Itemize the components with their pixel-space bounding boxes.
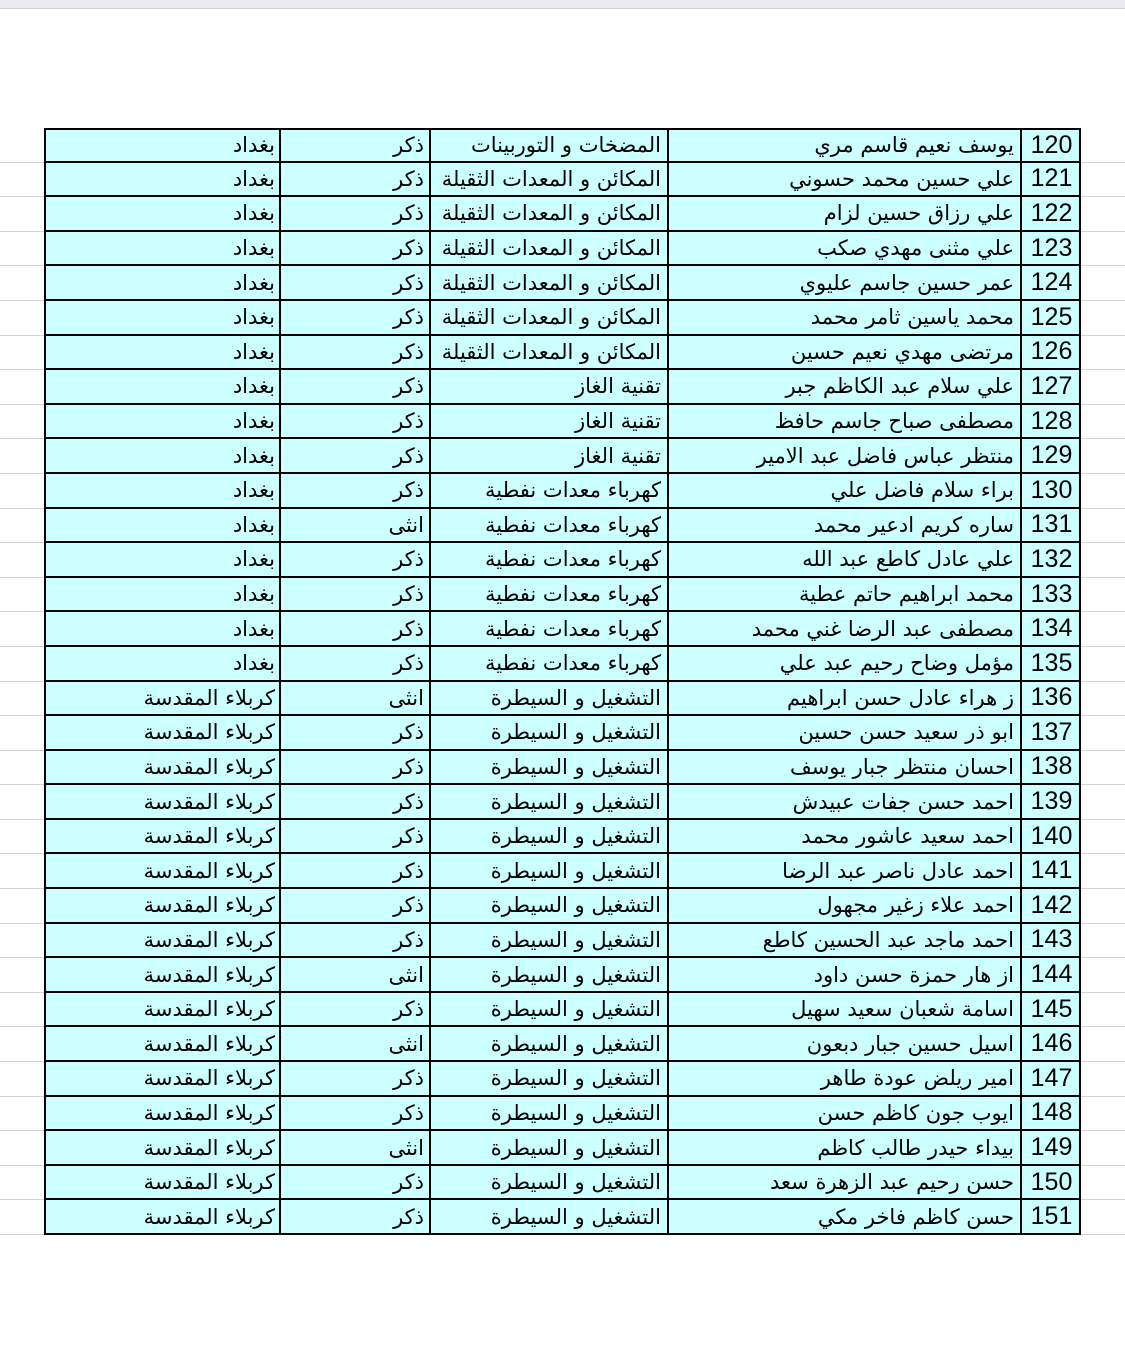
name-cell[interactable]: ساره كريم ادعير محمد <box>669 509 1022 542</box>
row-number-cell[interactable]: 135 <box>1030 648 1073 677</box>
row-cells <box>44 439 1081 474</box>
name-cell[interactable]: احمد علاء زغير مجهول <box>669 889 1022 922</box>
row-number-cell[interactable]: 149 <box>1030 1133 1073 1162</box>
city-cell[interactable]: بغداد <box>46 543 281 576</box>
gender-cell[interactable]: انثى <box>281 682 431 715</box>
city-cell[interactable]: بغداد <box>46 578 281 611</box>
row-cells <box>44 128 1081 163</box>
table-row <box>0 924 1125 959</box>
city-cell[interactable]: كربلاء المقدسة <box>46 993 281 1026</box>
row-cells <box>44 266 1081 301</box>
city-cell[interactable]: كربلاء المقدسة <box>46 1027 281 1060</box>
row-cells <box>44 958 1081 993</box>
name-cell[interactable]: احسان منتظر جبار يوسف <box>669 751 1022 784</box>
row-number-cell[interactable]: 128 <box>1030 406 1073 435</box>
name-cell[interactable]: علي حسين محمد حسوني <box>669 163 1022 196</box>
row-number-cell[interactable]: 150 <box>1030 1167 1073 1196</box>
name-cell[interactable]: منتظر عباس فاضل عبد الامير <box>669 439 1022 472</box>
city-cell[interactable]: كربلاء المقدسة <box>46 1131 281 1164</box>
department-cell[interactable]: تقنية الغاز <box>431 370 669 403</box>
city-cell[interactable]: كربلاء المقدسة <box>46 1062 281 1095</box>
gender-cell[interactable]: ذكر <box>281 1200 431 1233</box>
city-cell[interactable]: بغداد <box>46 232 281 265</box>
name-cell[interactable]: حسن رحيم عبد الزهرة سعد <box>669 1166 1022 1199</box>
name-cell[interactable]: علي مثنى مهدي صكب <box>669 232 1022 265</box>
row-number-cell[interactable]: 130 <box>1030 475 1073 504</box>
department-cell[interactable]: التشغيل و السيطرة <box>431 1131 669 1164</box>
department-cell[interactable]: المضخات و التوربينات <box>431 130 669 161</box>
gender-cell[interactable]: ذكر <box>281 751 431 784</box>
table-row <box>0 854 1125 889</box>
gender-cell[interactable]: ذكر <box>281 924 431 957</box>
row-number-cell[interactable]: 123 <box>1030 233 1073 262</box>
gender-cell[interactable]: ذكر <box>281 474 431 507</box>
department-cell[interactable]: التشغيل و السيطرة <box>431 1062 669 1095</box>
gender-cell[interactable]: ذكر <box>281 370 431 403</box>
gender-cell[interactable]: ذكر <box>281 647 431 680</box>
row-number-cell[interactable]: 137 <box>1030 717 1073 746</box>
city-cell[interactable]: كربلاء المقدسة <box>46 1097 281 1130</box>
row-cells <box>44 785 1081 820</box>
table-row <box>0 405 1125 440</box>
row-cells <box>44 1200 1081 1235</box>
name-cell[interactable]: علي سلام عبد الكاظم جبر <box>669 370 1022 403</box>
row-cells <box>44 578 1081 613</box>
city-cell[interactable]: بغداد <box>46 612 281 645</box>
department-cell[interactable]: التشغيل و السيطرة <box>431 785 669 818</box>
table-row <box>0 716 1125 751</box>
department-cell[interactable]: المكائن و المعدات الثقيلة <box>431 197 669 230</box>
row-number-cell[interactable]: 132 <box>1030 544 1073 573</box>
name-cell[interactable]: عمر حسين جاسم عليوي <box>669 266 1022 299</box>
row-cells <box>44 405 1081 440</box>
row-number-cell[interactable]: 141 <box>1030 856 1073 885</box>
row-number-cell[interactable]: 142 <box>1030 890 1073 919</box>
table-row <box>0 232 1125 267</box>
table-row <box>0 820 1125 855</box>
city-cell[interactable]: كربلاء المقدسة <box>46 751 281 784</box>
table-row <box>0 266 1125 301</box>
city-cell[interactable]: كربلاء المقدسة <box>46 958 281 991</box>
department-cell[interactable]: التشغيل و السيطرة <box>431 1166 669 1199</box>
department-cell[interactable]: المكائن و المعدات الثقيلة <box>431 266 669 299</box>
row-cells <box>44 163 1081 198</box>
table-row <box>0 1200 1125 1235</box>
table-row <box>0 439 1125 474</box>
table-row <box>0 543 1125 578</box>
row-cells <box>44 716 1081 751</box>
row-cells <box>44 751 1081 786</box>
city-cell[interactable]: بغداد <box>46 301 281 334</box>
row-number-cell[interactable]: 138 <box>1030 752 1073 781</box>
name-cell[interactable]: احمد سعيد عاشور محمد <box>669 820 1022 853</box>
department-cell[interactable]: كهرباء معدات نفطية <box>431 647 669 680</box>
row-cells <box>44 682 1081 717</box>
gender-cell[interactable]: ذكر <box>281 716 431 749</box>
row-number-cell[interactable]: 120 <box>1030 130 1073 159</box>
table-row <box>0 647 1125 682</box>
row-number-cell[interactable]: 144 <box>1030 960 1073 989</box>
row-number-cell[interactable]: 125 <box>1030 302 1073 331</box>
department-cell[interactable]: التشغيل و السيطرة <box>431 1027 669 1060</box>
name-cell[interactable]: علي عادل كاطع عبد الله <box>669 543 1022 576</box>
row-cells <box>44 509 1081 544</box>
row-number-cell[interactable]: 147 <box>1030 1063 1073 1092</box>
name-cell[interactable]: مصطفى صباح جاسم حافظ <box>669 405 1022 438</box>
city-cell[interactable]: كربلاء المقدسة <box>46 924 281 957</box>
table-row <box>0 1027 1125 1062</box>
row-number-cell[interactable]: 133 <box>1030 579 1073 608</box>
table-row <box>0 128 1125 163</box>
gender-cell[interactable]: ذكر <box>281 993 431 1026</box>
row-cells <box>44 647 1081 682</box>
city-cell[interactable]: كربلاء المقدسة <box>46 854 281 887</box>
row-number-cell[interactable]: 129 <box>1030 441 1073 470</box>
name-cell[interactable]: بيداء حيدر طالب كاظم <box>669 1131 1022 1164</box>
name-cell[interactable]: حسن كاظم فاخر مكي <box>669 1200 1022 1233</box>
table-row <box>0 370 1125 405</box>
gender-cell[interactable]: ذكر <box>281 612 431 645</box>
row-cells <box>44 301 1081 336</box>
row-number-cell[interactable]: 148 <box>1030 1098 1073 1127</box>
row-cells <box>44 232 1081 267</box>
city-cell[interactable]: بغداد <box>46 266 281 299</box>
gender-cell[interactable]: ذكر <box>281 163 431 196</box>
gender-cell[interactable]: ذكر <box>281 336 431 369</box>
department-cell[interactable]: تقنية الغاز <box>431 405 669 438</box>
row-number-cell[interactable]: 124 <box>1030 268 1073 297</box>
city-cell[interactable]: بغداد <box>46 474 281 507</box>
name-cell[interactable]: مصطفى عبد الرضا غني محمد <box>669 612 1022 645</box>
row-cells <box>44 474 1081 509</box>
table-row <box>0 958 1125 993</box>
gender-cell[interactable]: ذكر <box>281 543 431 576</box>
name-cell[interactable]: احمد عادل ناصر عبد الرضا <box>669 854 1022 887</box>
city-cell[interactable]: بغداد <box>46 509 281 542</box>
department-cell[interactable]: كهرباء معدات نفطية <box>431 474 669 507</box>
row-cells <box>44 924 1081 959</box>
row-number-cell[interactable]: 146 <box>1030 1029 1073 1058</box>
city-cell[interactable]: كربلاء المقدسة <box>46 1200 281 1233</box>
table-row <box>0 301 1125 336</box>
department-cell[interactable]: المكائن و المعدات الثقيلة <box>431 301 669 334</box>
row-number-cell[interactable]: 136 <box>1030 683 1073 712</box>
table-row <box>0 993 1125 1028</box>
table-row <box>0 889 1125 924</box>
table-row <box>0 474 1125 509</box>
row-number-cell[interactable]: 127 <box>1030 371 1073 400</box>
row-number-cell[interactable]: 143 <box>1030 925 1073 954</box>
department-cell[interactable]: التشغيل و السيطرة <box>431 820 669 853</box>
name-cell[interactable]: علي رزاق حسين لزام <box>669 197 1022 230</box>
table-row <box>0 509 1125 544</box>
row-cells <box>44 1131 1081 1166</box>
city-cell[interactable]: بغداد <box>46 336 281 369</box>
gender-cell[interactable]: ذكر <box>281 1097 431 1130</box>
city-cell[interactable]: بغداد <box>46 163 281 196</box>
row-cells <box>44 1027 1081 1062</box>
name-cell[interactable]: مؤمل وضاح رحيم عبد علي <box>669 647 1022 680</box>
gender-cell[interactable]: ذكر <box>281 578 431 611</box>
department-cell[interactable]: التشغيل و السيطرة <box>431 1097 669 1130</box>
table-row <box>0 682 1125 717</box>
department-cell[interactable]: كهرباء معدات نفطية <box>431 543 669 576</box>
department-cell[interactable]: التشغيل و السيطرة <box>431 958 669 991</box>
department-cell[interactable]: المكائن و المعدات الثقيلة <box>431 336 669 369</box>
gender-cell[interactable]: ذكر <box>281 197 431 230</box>
row-number-cell[interactable]: 131 <box>1030 510 1073 539</box>
department-cell[interactable]: كهرباء معدات نفطية <box>431 578 669 611</box>
row-cells <box>44 889 1081 924</box>
table-row <box>0 336 1125 371</box>
table-row <box>0 1097 1125 1132</box>
city-cell[interactable]: كربلاء المقدسة <box>46 820 281 853</box>
city-cell[interactable]: كربلاء المقدسة <box>46 889 281 922</box>
gender-cell[interactable]: ذكر <box>281 854 431 887</box>
name-cell[interactable]: از هار حمزة حسن داود <box>669 958 1022 991</box>
name-cell[interactable]: احمد ماجد عبد الحسين كاطع <box>669 924 1022 957</box>
row-cells <box>44 1166 1081 1201</box>
name-cell[interactable]: ابو ذر سعيد حسن حسين <box>669 716 1022 749</box>
name-cell[interactable]: محمد ابراهيم حاتم عطية <box>669 578 1022 611</box>
gender-cell[interactable]: انثى <box>281 1131 431 1164</box>
row-cells <box>44 854 1081 889</box>
gender-cell[interactable]: انثى <box>281 509 431 542</box>
department-cell[interactable]: التشغيل و السيطرة <box>431 993 669 1026</box>
department-cell[interactable]: كهرباء معدات نفطية <box>431 612 669 645</box>
row-number-cell[interactable]: 122 <box>1030 198 1073 227</box>
row-number-cell[interactable]: 151 <box>1030 1202 1073 1231</box>
city-cell[interactable]: بغداد <box>46 647 281 680</box>
top-strip <box>0 0 1125 9</box>
table-row <box>0 751 1125 786</box>
gender-cell[interactable]: ذكر <box>281 889 431 922</box>
gender-cell[interactable]: ذكر <box>281 1062 431 1095</box>
gender-cell[interactable]: ذكر <box>281 266 431 299</box>
name-cell[interactable]: اسيل حسين جبار دبعون <box>669 1027 1022 1060</box>
table-row <box>0 578 1125 613</box>
table-row <box>0 163 1125 198</box>
data-table <box>0 128 1125 1235</box>
city-cell[interactable]: كربلاء المقدسة <box>46 716 281 749</box>
department-cell[interactable]: المكائن و المعدات الثقيلة <box>431 163 669 196</box>
gender-cell[interactable]: ذكر <box>281 1166 431 1199</box>
row-cells <box>44 336 1081 371</box>
table-row <box>0 1131 1125 1166</box>
name-cell[interactable]: يوسف نعيم قاسم مري <box>669 130 1022 161</box>
row-number-cell[interactable]: 134 <box>1030 614 1073 643</box>
city-cell[interactable]: بغداد <box>46 439 281 472</box>
city-cell[interactable]: بغداد <box>46 405 281 438</box>
city-cell[interactable]: بغداد <box>46 370 281 403</box>
name-cell[interactable]: ز هراء عادل حسن ابراهيم <box>669 682 1022 715</box>
row-cells <box>44 612 1081 647</box>
department-cell[interactable]: التشغيل و السيطرة <box>431 682 669 715</box>
row-cells <box>44 197 1081 232</box>
table-row <box>0 1062 1125 1097</box>
gender-cell[interactable]: ذكر <box>281 405 431 438</box>
city-cell[interactable]: بغداد <box>46 130 281 161</box>
city-cell[interactable]: كربلاء المقدسة <box>46 682 281 715</box>
gender-cell[interactable]: ذكر <box>281 130 431 161</box>
name-cell[interactable]: ايوب جون كاظم حسن <box>669 1097 1022 1130</box>
table-row <box>0 785 1125 820</box>
name-cell[interactable]: مرتضى مهدي نعيم حسين <box>669 336 1022 369</box>
gender-cell[interactable]: ذكر <box>281 232 431 265</box>
department-cell[interactable]: التشغيل و السيطرة <box>431 716 669 749</box>
city-cell[interactable]: كربلاء المقدسة <box>46 1166 281 1199</box>
name-cell[interactable]: اسامة شعبان سعيد سهيل <box>669 993 1022 1026</box>
row-cells <box>44 370 1081 405</box>
row-number-cell[interactable]: 140 <box>1030 821 1073 850</box>
row-cells <box>44 993 1081 1028</box>
gender-cell[interactable]: انثى <box>281 1027 431 1060</box>
row-cells <box>44 820 1081 855</box>
gender-cell[interactable]: ذكر <box>281 301 431 334</box>
row-number-cell[interactable]: 145 <box>1030 994 1073 1023</box>
name-cell[interactable]: محمد ياسين ثامر محمد <box>669 301 1022 334</box>
department-cell[interactable]: التشغيل و السيطرة <box>431 1200 669 1233</box>
department-cell[interactable]: التشغيل و السيطرة <box>431 924 669 957</box>
gender-cell[interactable]: ذكر <box>281 439 431 472</box>
department-cell[interactable]: المكائن و المعدات الثقيلة <box>431 232 669 265</box>
department-cell[interactable]: كهرباء معدات نفطية <box>431 509 669 542</box>
name-cell[interactable]: براء سلام فاضل علي <box>669 474 1022 507</box>
table-row <box>0 197 1125 232</box>
row-number-cell[interactable]: 126 <box>1030 337 1073 366</box>
department-cell[interactable]: تقنية الغاز <box>431 439 669 472</box>
gender-cell[interactable]: ذكر <box>281 820 431 853</box>
name-cell[interactable]: امير ريلض عودة طاهر <box>669 1062 1022 1095</box>
row-cells <box>44 543 1081 578</box>
row-number-cell[interactable]: 139 <box>1030 787 1073 816</box>
city-cell[interactable]: بغداد <box>46 197 281 230</box>
row-number-cell[interactable]: 121 <box>1030 164 1073 193</box>
row-cells <box>44 1097 1081 1132</box>
department-cell[interactable]: التشغيل و السيطرة <box>431 854 669 887</box>
department-cell[interactable]: التشغيل و السيطرة <box>431 751 669 784</box>
gender-cell[interactable]: ذكر <box>281 785 431 818</box>
row-cells <box>44 1062 1081 1097</box>
city-cell[interactable]: كربلاء المقدسة <box>46 785 281 818</box>
table-row <box>0 1166 1125 1201</box>
department-cell[interactable]: التشغيل و السيطرة <box>431 889 669 922</box>
gender-cell[interactable]: انثى <box>281 958 431 991</box>
name-cell[interactable]: احمد حسن جفات عبيدش <box>669 785 1022 818</box>
table-row <box>0 612 1125 647</box>
